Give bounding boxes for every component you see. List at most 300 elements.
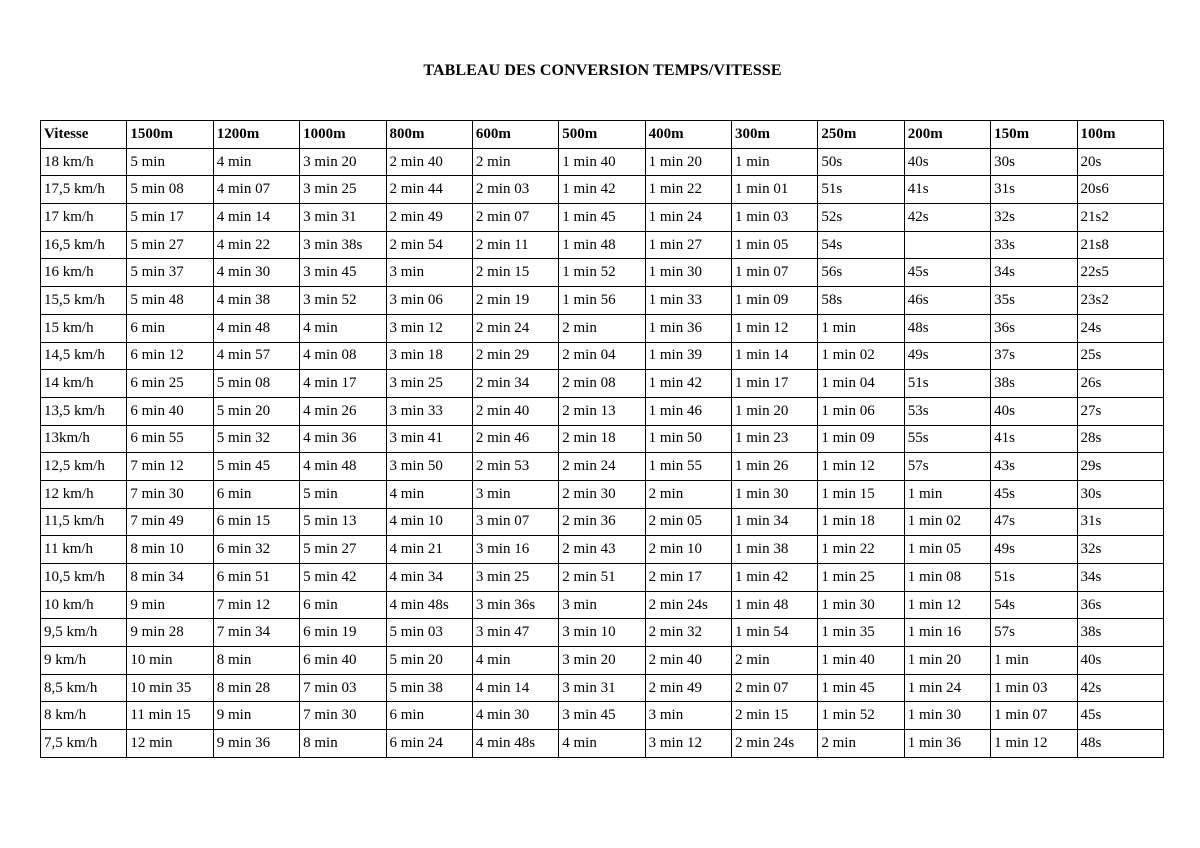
time-cell: 6 min 32 (213, 536, 299, 564)
time-cell: 36s (991, 314, 1077, 342)
time-cell: 29s (1077, 453, 1164, 481)
time-cell: 2 min 40 (386, 148, 472, 176)
time-cell: 3 min 07 (472, 508, 558, 536)
time-cell: 1 min 42 (559, 176, 645, 204)
column-header-distance: 100m (1077, 121, 1164, 149)
time-cell: 1 min 08 (904, 564, 990, 592)
time-cell: 4 min 48s (472, 730, 558, 758)
time-cell: 1 min (904, 480, 990, 508)
time-cell: 1 min 16 (904, 619, 990, 647)
table-row (41, 397, 1164, 425)
time-cell: 3 min (645, 702, 731, 730)
time-cell: 26s (1077, 370, 1164, 398)
speed-cell: 16 km/h (41, 259, 127, 287)
time-cell: 3 min 12 (645, 730, 731, 758)
time-cell: 7 min 03 (300, 674, 386, 702)
time-cell: 3 min (386, 259, 472, 287)
time-cell: 2 min 49 (645, 674, 731, 702)
time-cell: 1 min 25 (818, 564, 904, 592)
time-cell: 5 min 17 (127, 204, 213, 232)
time-cell: 3 min 45 (559, 702, 645, 730)
time-cell: 6 min 25 (127, 370, 213, 398)
time-cell: 4 min (386, 480, 472, 508)
table-row (41, 370, 1164, 398)
time-cell: 1 min 56 (559, 287, 645, 315)
time-cell: 2 min 43 (559, 536, 645, 564)
time-cell: 3 min 41 (386, 425, 472, 453)
time-cell: 1 min 15 (818, 480, 904, 508)
time-cell: 3 min 45 (300, 259, 386, 287)
time-cell: 1 min 42 (645, 370, 731, 398)
time-cell: 2 min 24 (559, 453, 645, 481)
time-cell: 5 min 27 (300, 536, 386, 564)
time-cell: 4 min 26 (300, 397, 386, 425)
time-cell: 5 min (300, 480, 386, 508)
time-cell: 5 min 08 (127, 176, 213, 204)
time-cell: 4 min (559, 730, 645, 758)
time-cell: 4 min (300, 314, 386, 342)
page-title: TABLEAU DES CONVERSION TEMPS/VITESSE (423, 62, 782, 79)
time-cell: 1 min 02 (904, 508, 990, 536)
speed-cell: 15,5 km/h (41, 287, 127, 315)
time-cell: 1 min 36 (904, 730, 990, 758)
time-cell: 1 min 45 (559, 204, 645, 232)
time-cell: 42s (904, 204, 990, 232)
time-cell: 4 min 30 (472, 702, 558, 730)
time-cell: 2 min 40 (472, 397, 558, 425)
time-cell: 1 min 27 (645, 231, 731, 259)
time-cell: 2 min (732, 647, 818, 675)
time-cell: 8 min 28 (213, 674, 299, 702)
time-cell: 2 min 10 (645, 536, 731, 564)
time-cell: 45s (904, 259, 990, 287)
time-cell: 2 min 40 (645, 647, 731, 675)
time-cell: 48s (904, 314, 990, 342)
time-cell: 4 min 30 (213, 259, 299, 287)
time-cell: 20s (1077, 148, 1164, 176)
time-cell: 1 min 30 (732, 480, 818, 508)
time-cell: 7 min 30 (127, 480, 213, 508)
speed-cell: 12,5 km/h (41, 453, 127, 481)
time-cell: 1 min 55 (645, 453, 731, 481)
table-body (41, 148, 1164, 757)
header-row (41, 121, 1164, 149)
time-cell: 1 min 30 (904, 702, 990, 730)
time-cell: 3 min 18 (386, 342, 472, 370)
time-cell: 20s6 (1077, 176, 1164, 204)
table-row (41, 259, 1164, 287)
time-cell: 1 min 17 (732, 370, 818, 398)
time-cell: 37s (991, 342, 1077, 370)
time-cell: 2 min 13 (559, 397, 645, 425)
table-row (41, 702, 1164, 730)
time-cell: 5 min 13 (300, 508, 386, 536)
time-cell: 1 min 06 (818, 397, 904, 425)
time-cell: 2 min (818, 730, 904, 758)
time-cell: 32s (1077, 536, 1164, 564)
time-cell: 1 min (732, 148, 818, 176)
time-cell: 1 min 45 (818, 674, 904, 702)
time-cell: 51s (904, 370, 990, 398)
time-cell: 1 min 35 (818, 619, 904, 647)
column-header-distance: 150m (991, 121, 1077, 149)
time-cell: 1 min 36 (645, 314, 731, 342)
time-cell: 1 min 30 (818, 591, 904, 619)
time-cell: 5 min 45 (213, 453, 299, 481)
time-cell: 46s (904, 287, 990, 315)
time-cell: 2 min 30 (559, 480, 645, 508)
time-cell: 2 min 24s (732, 730, 818, 758)
time-cell: 3 min 31 (300, 204, 386, 232)
time-cell: 1 min 12 (732, 314, 818, 342)
speed-cell: 8 km/h (41, 702, 127, 730)
time-cell: 5 min (127, 148, 213, 176)
time-cell: 4 min 38 (213, 287, 299, 315)
time-cell: 1 min 09 (732, 287, 818, 315)
time-cell: 2 min (645, 480, 731, 508)
time-cell: 3 min 10 (559, 619, 645, 647)
time-cell: 9 min (127, 591, 213, 619)
time-cell: 2 min 54 (386, 231, 472, 259)
time-cell: 3 min 06 (386, 287, 472, 315)
time-cell: 2 min 24s (645, 591, 731, 619)
time-cell: 6 min (213, 480, 299, 508)
time-cell: 51s (818, 176, 904, 204)
time-cell: 2 min 29 (472, 342, 558, 370)
time-cell: 1 min (818, 314, 904, 342)
time-cell: 2 min 49 (386, 204, 472, 232)
time-cell: 58s (818, 287, 904, 315)
time-cell: 4 min 48 (300, 453, 386, 481)
conversion-table (40, 120, 1164, 758)
time-cell: 8 min (300, 730, 386, 758)
time-cell: 4 min 34 (386, 564, 472, 592)
time-cell: 11 min 15 (127, 702, 213, 730)
time-cell: 3 min 36s (472, 591, 558, 619)
time-cell: 47s (991, 508, 1077, 536)
time-cell: 7 min 30 (300, 702, 386, 730)
column-header-distance: 250m (818, 121, 904, 149)
time-cell: 6 min 12 (127, 342, 213, 370)
time-cell: 5 min 38 (386, 674, 472, 702)
time-cell: 31s (1077, 508, 1164, 536)
time-cell (904, 231, 990, 259)
time-cell: 1 min 07 (732, 259, 818, 287)
time-cell: 35s (991, 287, 1077, 315)
table-row (41, 204, 1164, 232)
time-cell: 4 min 57 (213, 342, 299, 370)
time-cell: 41s (991, 425, 1077, 453)
time-cell: 1 min 20 (645, 148, 731, 176)
time-cell: 7 min 34 (213, 619, 299, 647)
time-cell: 2 min 53 (472, 453, 558, 481)
time-cell: 2 min 24 (472, 314, 558, 342)
time-cell: 5 min 03 (386, 619, 472, 647)
table-row (41, 480, 1164, 508)
time-cell: 57s (991, 619, 1077, 647)
time-cell: 1 min 24 (904, 674, 990, 702)
time-cell: 2 min 04 (559, 342, 645, 370)
time-cell: 1 min 07 (991, 702, 1077, 730)
time-cell: 5 min 20 (213, 397, 299, 425)
time-cell: 1 min 12 (904, 591, 990, 619)
speed-cell: 10,5 km/h (41, 564, 127, 592)
time-cell: 4 min 10 (386, 508, 472, 536)
time-cell: 3 min 12 (386, 314, 472, 342)
time-cell: 1 min 05 (732, 231, 818, 259)
time-cell: 2 min 18 (559, 425, 645, 453)
time-cell: 36s (1077, 591, 1164, 619)
column-header-distance: 1000m (300, 121, 386, 149)
time-cell: 2 min (559, 314, 645, 342)
time-cell: 2 min 44 (386, 176, 472, 204)
time-cell: 1 min 12 (991, 730, 1077, 758)
time-cell: 31s (991, 176, 1077, 204)
time-cell: 4 min 08 (300, 342, 386, 370)
time-cell: 2 min 32 (645, 619, 731, 647)
time-cell: 4 min 36 (300, 425, 386, 453)
time-cell: 30s (991, 148, 1077, 176)
time-cell: 43s (991, 453, 1077, 481)
column-header-speed: Vitesse (41, 121, 127, 149)
time-cell: 3 min 38s (300, 231, 386, 259)
table-row (41, 674, 1164, 702)
time-cell: 2 min 11 (472, 231, 558, 259)
time-cell: 3 min 50 (386, 453, 472, 481)
time-cell: 8 min 34 (127, 564, 213, 592)
table-row (41, 231, 1164, 259)
time-cell: 4 min 14 (472, 674, 558, 702)
table-header (41, 121, 1164, 149)
speed-cell: 12 km/h (41, 480, 127, 508)
time-cell: 9 min (213, 702, 299, 730)
time-cell: 3 min 25 (472, 564, 558, 592)
time-cell: 5 min 27 (127, 231, 213, 259)
time-cell: 24s (1077, 314, 1164, 342)
time-cell: 2 min 15 (472, 259, 558, 287)
time-cell: 49s (991, 536, 1077, 564)
time-cell: 6 min 24 (386, 730, 472, 758)
time-cell: 34s (991, 259, 1077, 287)
time-cell: 3 min 16 (472, 536, 558, 564)
speed-cell: 8,5 km/h (41, 674, 127, 702)
time-cell: 1 min 52 (559, 259, 645, 287)
time-cell: 1 min 40 (818, 647, 904, 675)
time-cell: 51s (991, 564, 1077, 592)
time-cell: 6 min 40 (300, 647, 386, 675)
time-cell: 1 min (991, 647, 1077, 675)
time-cell: 2 min 17 (645, 564, 731, 592)
time-cell: 2 min 08 (559, 370, 645, 398)
time-cell: 54s (818, 231, 904, 259)
time-cell: 1 min 23 (732, 425, 818, 453)
time-cell: 54s (991, 591, 1077, 619)
time-cell: 1 min 03 (732, 204, 818, 232)
table-row (41, 342, 1164, 370)
time-cell: 2 min 34 (472, 370, 558, 398)
time-cell: 1 min 30 (645, 259, 731, 287)
time-cell: 48s (1077, 730, 1164, 758)
time-cell: 1 min 50 (645, 425, 731, 453)
time-cell: 1 min 48 (559, 231, 645, 259)
time-cell: 49s (904, 342, 990, 370)
time-cell: 8 min 10 (127, 536, 213, 564)
time-cell: 1 min 05 (904, 536, 990, 564)
time-cell: 6 min 40 (127, 397, 213, 425)
time-cell: 5 min 32 (213, 425, 299, 453)
time-cell: 10 min (127, 647, 213, 675)
speed-cell: 15 km/h (41, 314, 127, 342)
table-row (41, 148, 1164, 176)
time-cell: 4 min 17 (300, 370, 386, 398)
time-cell: 1 min 14 (732, 342, 818, 370)
time-cell: 5 min 37 (127, 259, 213, 287)
time-cell: 4 min (213, 148, 299, 176)
time-cell: 57s (904, 453, 990, 481)
time-cell: 42s (1077, 674, 1164, 702)
time-cell: 21s2 (1077, 204, 1164, 232)
speed-cell: 13,5 km/h (41, 397, 127, 425)
time-cell: 1 min 04 (818, 370, 904, 398)
time-cell: 50s (818, 148, 904, 176)
time-cell: 52s (818, 204, 904, 232)
time-cell: 4 min 48 (213, 314, 299, 342)
speed-cell: 11 km/h (41, 536, 127, 564)
time-cell: 45s (1077, 702, 1164, 730)
time-cell: 30s (1077, 480, 1164, 508)
time-cell: 1 min 26 (732, 453, 818, 481)
time-cell: 3 min 31 (559, 674, 645, 702)
time-cell: 38s (991, 370, 1077, 398)
time-cell: 3 min (472, 480, 558, 508)
speed-cell: 11,5 km/h (41, 508, 127, 536)
column-header-distance: 800m (386, 121, 472, 149)
time-cell: 40s (904, 148, 990, 176)
time-cell: 12 min (127, 730, 213, 758)
time-cell: 8 min (213, 647, 299, 675)
time-cell: 28s (1077, 425, 1164, 453)
time-cell: 1 min 52 (818, 702, 904, 730)
time-cell: 9 min 36 (213, 730, 299, 758)
speed-cell: 10 km/h (41, 591, 127, 619)
time-cell: 22s5 (1077, 259, 1164, 287)
time-cell: 38s (1077, 619, 1164, 647)
time-cell: 1 min 12 (818, 453, 904, 481)
time-cell: 2 min 07 (732, 674, 818, 702)
time-cell: 10 min 35 (127, 674, 213, 702)
time-cell: 1 min 03 (991, 674, 1077, 702)
time-cell: 4 min 14 (213, 204, 299, 232)
time-cell: 53s (904, 397, 990, 425)
time-cell: 1 min 24 (645, 204, 731, 232)
time-cell: 1 min 18 (818, 508, 904, 536)
speed-cell: 13km/h (41, 425, 127, 453)
time-cell: 1 min 20 (904, 647, 990, 675)
column-header-distance: 200m (904, 121, 990, 149)
time-cell: 2 min 46 (472, 425, 558, 453)
time-cell: 55s (904, 425, 990, 453)
time-cell: 25s (1077, 342, 1164, 370)
time-cell: 3 min 20 (300, 148, 386, 176)
time-cell: 6 min 55 (127, 425, 213, 453)
time-cell: 4 min (472, 647, 558, 675)
table-row (41, 425, 1164, 453)
time-cell: 34s (1077, 564, 1164, 592)
time-cell: 2 min (472, 148, 558, 176)
time-cell: 3 min 25 (300, 176, 386, 204)
time-cell: 1 min 01 (732, 176, 818, 204)
time-cell: 32s (991, 204, 1077, 232)
column-header-distance: 500m (559, 121, 645, 149)
time-cell: 3 min 33 (386, 397, 472, 425)
time-cell: 45s (991, 480, 1077, 508)
time-cell: 2 min 19 (472, 287, 558, 315)
speed-cell: 16,5 km/h (41, 231, 127, 259)
time-cell: 7 min 12 (213, 591, 299, 619)
table-row (41, 314, 1164, 342)
time-cell: 33s (991, 231, 1077, 259)
time-cell: 4 min 48s (386, 591, 472, 619)
time-cell: 1 min 54 (732, 619, 818, 647)
speed-cell: 17,5 km/h (41, 176, 127, 204)
speed-cell: 17 km/h (41, 204, 127, 232)
time-cell: 56s (818, 259, 904, 287)
time-cell: 1 min 48 (732, 591, 818, 619)
table-row (41, 287, 1164, 315)
time-cell: 2 min 36 (559, 508, 645, 536)
table-row (41, 536, 1164, 564)
speed-cell: 7,5 km/h (41, 730, 127, 758)
time-cell: 4 min 07 (213, 176, 299, 204)
time-cell: 23s2 (1077, 287, 1164, 315)
time-cell: 4 min 22 (213, 231, 299, 259)
time-cell: 1 min 09 (818, 425, 904, 453)
time-cell: 2 min 07 (472, 204, 558, 232)
time-cell: 3 min 47 (472, 619, 558, 647)
column-header-distance: 1200m (213, 121, 299, 149)
time-cell: 5 min 08 (213, 370, 299, 398)
table-row (41, 176, 1164, 204)
speed-cell: 14,5 km/h (41, 342, 127, 370)
time-cell: 1 min 46 (645, 397, 731, 425)
time-cell: 21s8 (1077, 231, 1164, 259)
table-row (41, 508, 1164, 536)
time-cell: 1 min 22 (645, 176, 731, 204)
time-cell: 4 min 21 (386, 536, 472, 564)
time-cell: 40s (991, 397, 1077, 425)
time-cell: 6 min (300, 591, 386, 619)
time-cell: 5 min 48 (127, 287, 213, 315)
time-cell: 5 min 42 (300, 564, 386, 592)
column-header-distance: 300m (732, 121, 818, 149)
table-row (41, 730, 1164, 758)
time-cell: 2 min 05 (645, 508, 731, 536)
time-cell: 5 min 20 (386, 647, 472, 675)
time-cell: 1 min 20 (732, 397, 818, 425)
speed-cell: 14 km/h (41, 370, 127, 398)
column-header-distance: 600m (472, 121, 558, 149)
time-cell: 6 min (127, 314, 213, 342)
time-cell: 1 min 40 (559, 148, 645, 176)
time-cell: 7 min 12 (127, 453, 213, 481)
time-cell: 7 min 49 (127, 508, 213, 536)
time-cell: 1 min 38 (732, 536, 818, 564)
time-cell: 40s (1077, 647, 1164, 675)
table-row (41, 453, 1164, 481)
speed-cell: 18 km/h (41, 148, 127, 176)
column-header-distance: 1500m (127, 121, 213, 149)
time-cell: 3 min 25 (386, 370, 472, 398)
